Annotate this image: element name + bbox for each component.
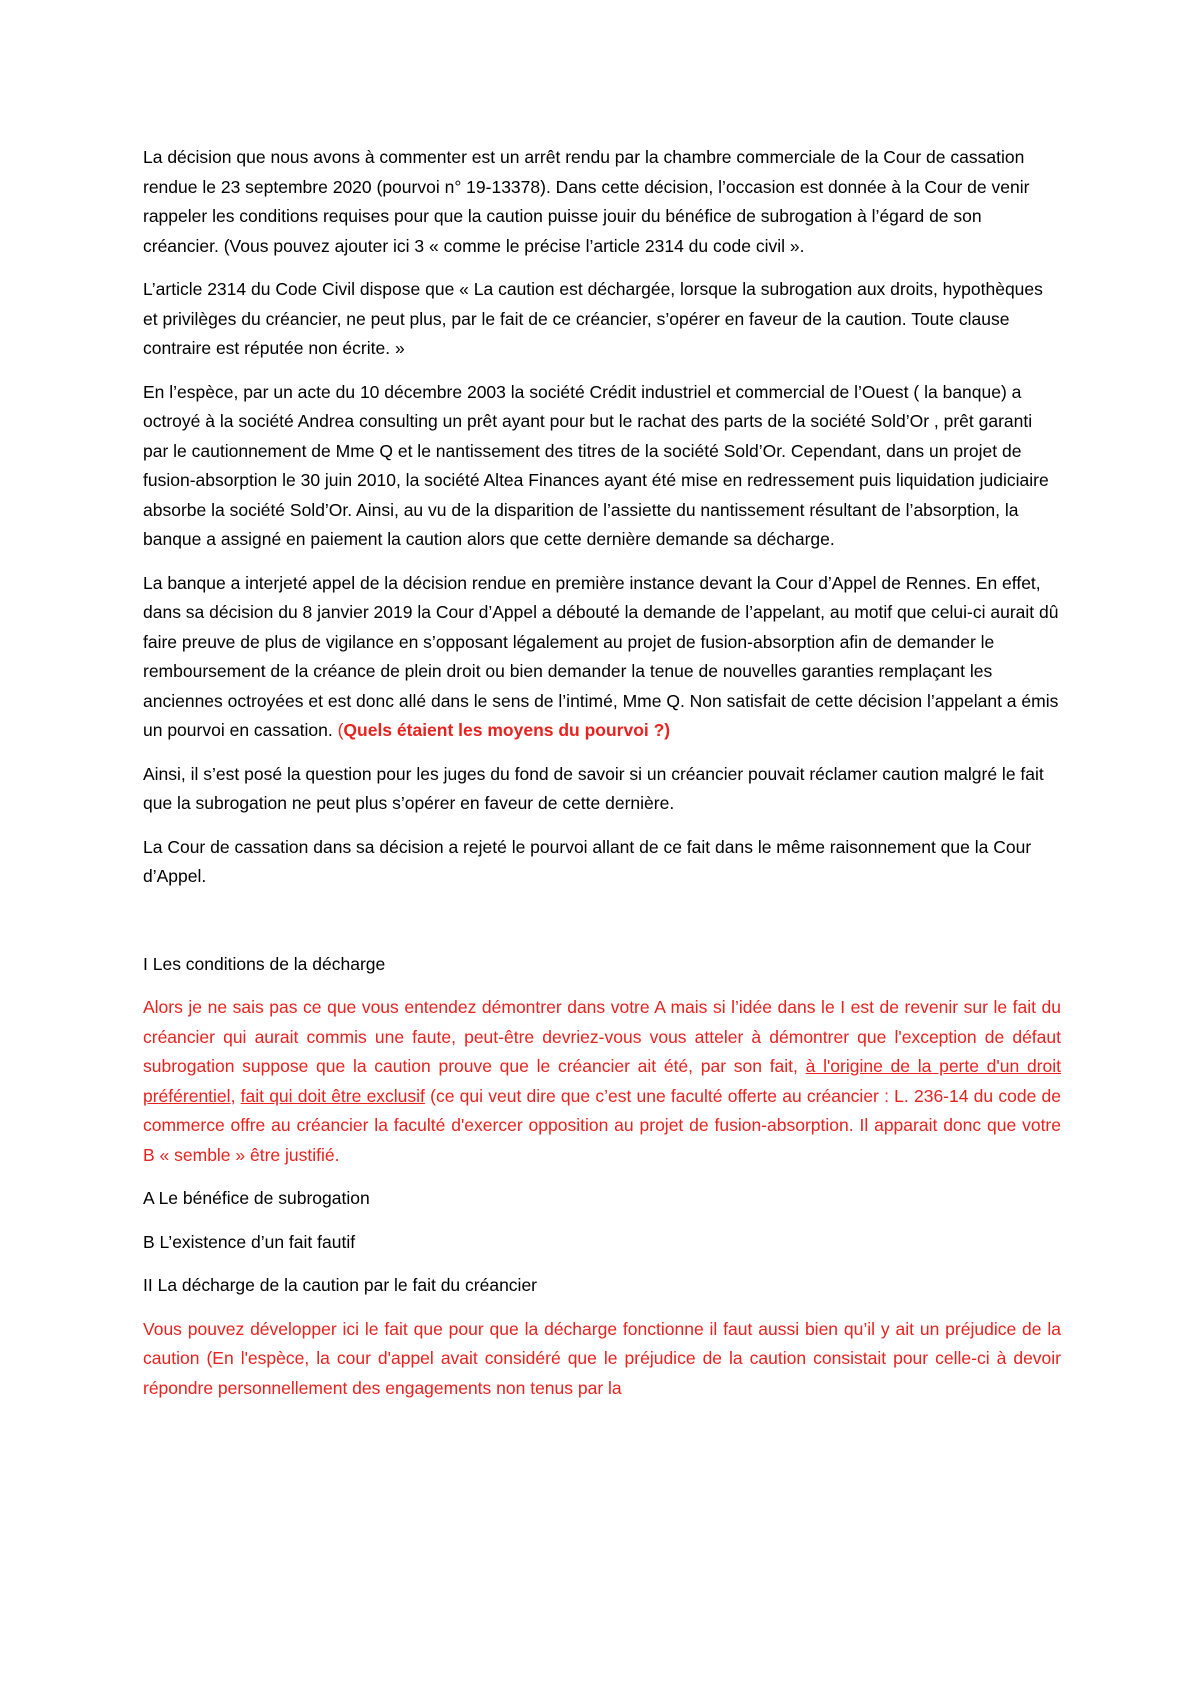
- solution-paragraph: La Cour de cassation dans sa décision a rejeté le pourvoi allant de ce fait dans le même raisonnement que la Cour d’Appel.: [143, 836, 1032, 886]
- heading-part-I: I Les conditions de la décharge: [143, 953, 386, 974]
- procedure-paragraph: [143, 569, 1061, 746]
- comment-part-I-text-b: (ce qui veut dire que c’est une faculté offerte au créancier : L. 236-14 du code de commerce offre au créancier la faculté d'exercer opposition au projet de fusion-absorption. Il apparait donc que votre B « semble » être justifié.: [143, 1085, 1061, 1165]
- comment-part-I-separator: ,: [230, 1085, 241, 1106]
- comment-part-I-text-a: Alors je ne sais pas ce que vous entendez démontrer dans votre A mais si l’idée dans le I est de revenir sur le fait du créancier qui aurait commis une faute, peut-être devriez-vous vous atteler à démontrer que l'exception de défaut subrogation suppose que la caution prouve que le créancier ait été, par son fait,: [143, 997, 1061, 1076]
- facts-paragraph: En l’espèce, par un acte du 10 décembre 2003 la société Crédit industriel et commercial de l’Ouest ( la banque) a octroyé à la société Andrea consulting un prêt ayant pour but le rachat des parts de la société Sold’Or , prêt garanti par le cautionnement de Mme Q et le nantissement des titres de la société Sold’Or. Cependant, dans un projet de fusion-absorption le 30 juin 2010, la société Altea Finances ayant été mise en redressement puis liquidation judiciaire absorbe la société Sold’Or. Ainsi, au vu de la disparition de l’assiette du nantissement résultant de l’absorption, la banque a assigné en paiement la caution alors que cette dernière demande sa décharge.: [143, 381, 1049, 549]
- intro-paragraph: La décision que nous avons à commenter est un arrêt rendu par la chambre commerciale de la Cour de cassation rendue le 23 septembre 2020 (pourvoi n° 19-13378). Dans cette décision, l’occasion est donnée à la Cour de venir rappeler les conditions requises pour que la caution puisse jouir du bénéfice de subrogation à l’égard de son créancier. (Vous pouvez ajouter ici 3 « comme le précise l’article 2314 du code civil ».: [143, 147, 1030, 256]
- procedure-text: La banque a interjeté appel de la décision rendue en première instance devant la Cour d’Appel de Rennes. En effet, dans sa décision du 8 janvier 2019 la Cour d’Appel a débouté la demande de l’appelant, au motif que celui-ci aurait dû faire preuve de plus de vigilance en s’opposant légalement au projet de fusion-absorption afin de demander le remboursement de la créance de plein droit ou bien demander la tenue de nouvelles garanties remplaçant les anciennes octroyées et est donc allé dans le sens de l’intimé, Mme Q. Non satisfait de cette décision l’appelant a émis un pourvoi en cassation.: [143, 572, 1059, 740]
- comment-part-I-underline-1: à l'origine de la perte d'un droit préférentiel: [143, 1056, 1061, 1106]
- heading-part-I-B: B L’existence d’un fait fautif: [143, 1231, 356, 1252]
- comment-part-I-underline-2: fait qui doit être exclusif: [240, 1085, 425, 1106]
- heading-part-II: II La décharge de la caution par le fait du créancier: [143, 1275, 537, 1295]
- comment-question: Quels étaient les moyens du pourvoi ?): [343, 720, 671, 740]
- article-2314-paragraph: L’article 2314 du Code Civil dispose que « La caution est déchargée, lorsque la subrogation aux droits, hypothèques et privilèges du créancier, ne peut plus, par le fait de ce créancier, s’opérer en faveur de la caution. Toute clause contraire est réputée non écrite. »: [143, 279, 1043, 358]
- legal-question-paragraph: Ainsi, il s’est posé la question pour les juges du fond de savoir si un créancier pouvait réclamer caution malgré le fait que la subrogation ne peut plus s’opérer en faveur de cette dernière.: [143, 763, 1044, 813]
- heading-part-I-A: A Le bénéfice de subrogation: [143, 1188, 370, 1208]
- comment-part-I: [143, 993, 1061, 1170]
- comment-part-II: Vous pouvez développer ici le fait que pour que la décharge fonctionne il faut aussi bien qu’il y ait un préjudice de la caution (En l'espèce, la cour d'appel avait considéré que le préjudice de la caution consistait pour celle-ci à devoir répondre personnellement des engagements non tenus par la: [143, 1318, 1061, 1398]
- comment-paren: (: [337, 720, 344, 740]
- document-body: [143, 143, 1061, 1417]
